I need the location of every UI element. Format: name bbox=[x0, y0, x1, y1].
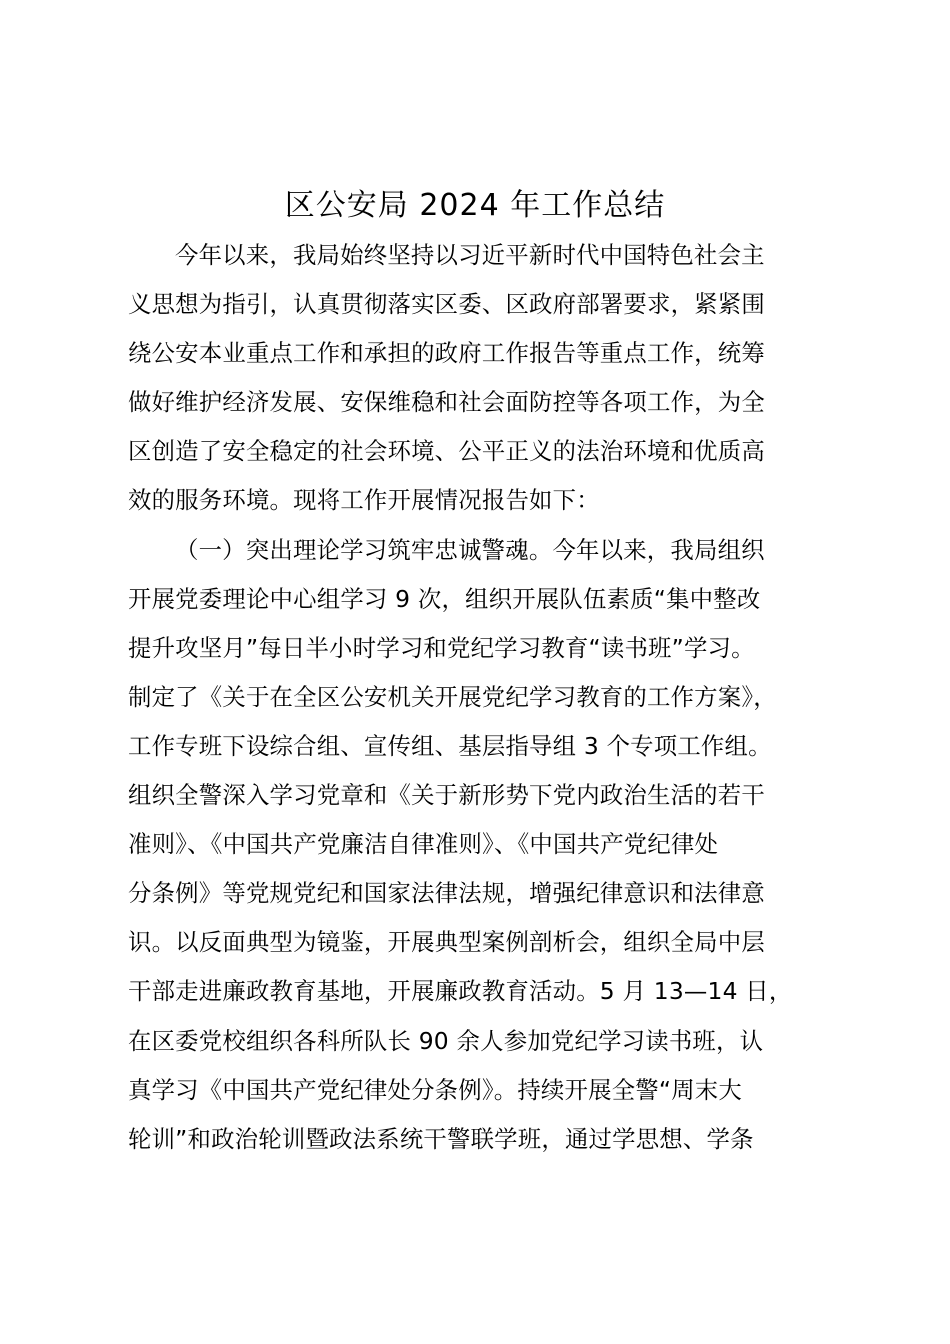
paragraph-line: 效的服务环境。现将工作开展情况报告如下： bbox=[128, 486, 600, 515]
paragraph-line: 绕公安本业重点工作和承担的政府工作报告等重点工作，统筹 bbox=[128, 339, 765, 368]
paragraph-line: 真学习《中国共产党纪律处分条例》。持续开展全警“周末大 bbox=[128, 1075, 742, 1104]
paragraph-line: 准则》、《中国共产党廉洁自律准则》、《中国共产党纪律处 bbox=[128, 830, 719, 859]
document-title: 区公安局 2024 年工作总结 bbox=[284, 188, 666, 223]
paragraph-line: 开展党委理论中心组学习 9 次，组织开展队伍素质“集中整改 bbox=[128, 584, 761, 613]
paragraph-line: 制定了《关于在全区公安机关开展党纪学习教育的工作方案》， bbox=[128, 682, 777, 711]
paragraph-line: 区创造了安全稳定的社会环境、公平正义的法治环境和优质高 bbox=[128, 437, 765, 466]
paragraph-line: 今年以来，我局始终坚持以习近平新时代中国特色社会主 bbox=[175, 241, 765, 269]
paragraph-line: （一）突出理论学习筑牢忠诚警魂。今年以来，我局组织 bbox=[175, 535, 765, 564]
paragraph-line: 在区委党校组织各科所队长 90 余人参加党纪学习读书班，认 bbox=[128, 1026, 764, 1055]
paragraph-line: 识。以反面典型为镜鉴，开展典型案例剖析会，组织全局中层 bbox=[128, 928, 765, 957]
paragraph-line: 干部走进廉政教育基地，开展廉政教育活动。5 月 13—14 日， bbox=[128, 977, 793, 1006]
paragraph-line: 组织全警深入学习党章和《关于新形势下党内政治生活的若干 bbox=[128, 781, 765, 810]
paragraph-line: 分条例》等党规党纪和国家法律法规，增强纪律意识和法律意 bbox=[128, 879, 765, 908]
paragraph-line: 提升攻坚月”每日半小时学习和党纪学习教育“读书班”学习。 bbox=[128, 633, 755, 662]
paragraph-line: 义思想为指引，认真贯彻落实区委、区政府部署要求，紧紧围 bbox=[128, 290, 765, 319]
paragraph-line: 工作专班下设综合组、宣传组、基层指导组 3 个专项工作组。 bbox=[128, 731, 772, 760]
document-body bbox=[128, 231, 868, 1164]
paragraph-line: 做好维护经济发展、安保维稳和社会面防控等各项工作，为全 bbox=[128, 388, 765, 417]
paragraph-line: 轮训”和政治轮训暨政法系统干警联学班，通过学思想、学条 bbox=[128, 1124, 754, 1153]
